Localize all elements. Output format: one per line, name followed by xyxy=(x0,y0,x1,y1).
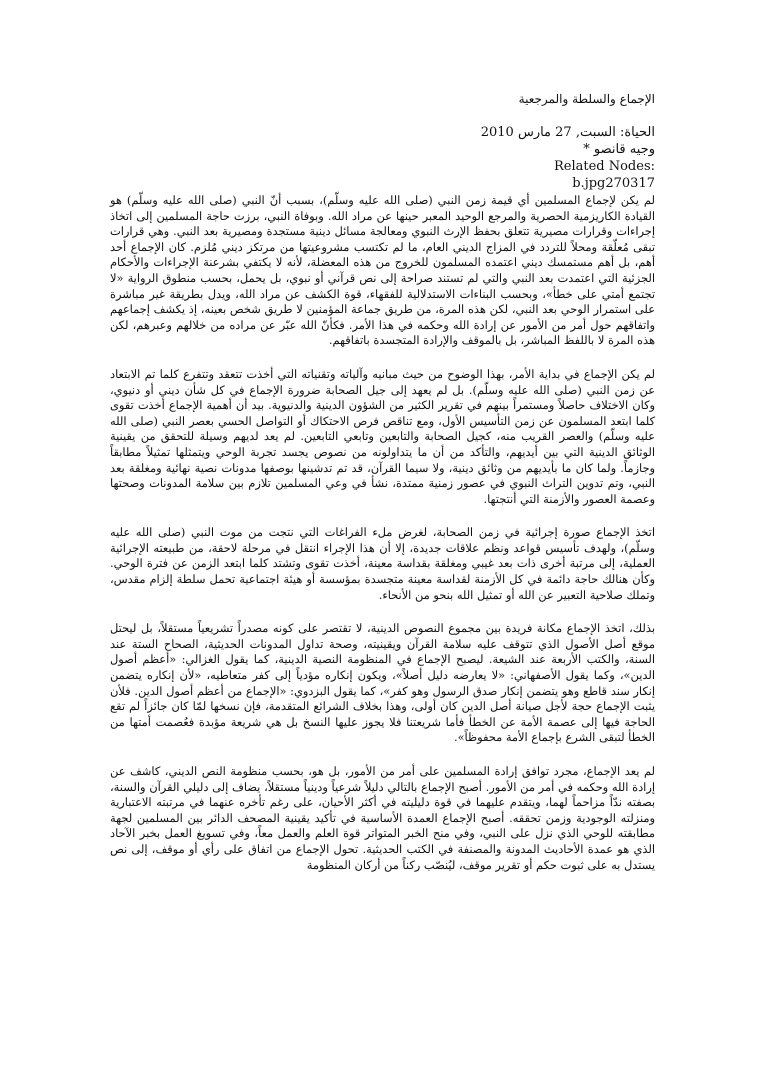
paragraph-4: بذلك، اتخذ الإجماع مكانة فريدة بين مجموع النصوص الدينية، لا تقتصر على كونه مصدراً تشريعياً مستقلاً، بل ليحتل موقع أصل الأصول الذي تتوقف عليه سلامة القرآن ويقينيته، وصحة تداول المدونات الحديثية، الصحاح الستة عند السنة، والكتب الأربعة عند الشيعة. ليصبح الإجماع في المنظومة النصية الدينية، كما يقول الغزالي: «أعظم أصول الدين»، وكما يقول الأصفهاني: «لا يعارضه دليل أصلاً»، ويكون إنكاره مؤدياً إلى كفر متعاطيه، «لأن إنكاره يتضمن إنكار سند قاطع وهو يتضمن إنكار صدق الرسول وهو كفر»، كما يقول البزدوي: «الإجماع من أعظم أصول الدين. فلأن يثبت الإجماع حجة لأجل صيانة أصل الدين كان أولى، وهذا بخلاف الشرائع المتقدمة، فإن نسخها لمّا كان جائزاً لم تقع الحاجة فيها إلى عصمة الأمة عن الخطأ فأما شريعتنا فلا يجوز عليها النسخ بل هي شريعة مؤبدة فعُصمت أمتها من الخطأ لتبقى الشرع بإجماع الأمة محفوظاً». xyxy=(110,621,655,745)
source-date-line: الحياة: السبت, 27 مارس 2010 xyxy=(480,125,655,140)
paragraph-2: لم يكن الإجماع في بداية الأمر، بهذا الوضوح من حيث مبانيه وآلياته وتقنياته التي أخذت تتعقد وتتفرع كلما تم الابتعاد عن زمن النبي (صلى الله عليه وسلّم). بل لم يعهد إلى جيل الصحابة ضرورة الإجماع في كل شأن ديني أو دنيوي، وكان الاختلاف حاصلاً ومستمراً بينهم في تقرير الكثير من الشؤون الدينية والدنيوية. بيد أن أهمية الإجماع أخذت تقوى كلما ابتعد المسلمون عن زمن التأسيس الأول، ومع تناقص فرص الاحتكاك أو التواصل الحسي بعصر النبي (صلى الله عليه وسلّم) والعصر القريب منه، كجيل الصحابة والتابعين وتابعي التابعين. لم يعد لديهم وسيلة للتحقق من يقينية الوثائق الدينية التي بين أيديهم، والتأكد من أن ما يتداولونه من نصوص يجسد تجربة الوحي ويتمثلها تمثيلاً مطابقاً وجازماً. ولما كان ما بأيديهم من وثائق دينية، ولا سيما القرآن، قد تم تدشينها بوصفها مدونات نصية نهائية ومغلقة بعد النبي، وتم تدوين التراث النبوي في عصور زمنية ممتدة، نشأ في وعي المسلمين تلازم بين سلامة المدونات وصحتها وعصمة العصور والأزمنة التي أنتجتها. xyxy=(110,366,655,506)
paragraph-3: اتخذ الإجماع صورة إجرائية في زمن الصحابة، لغرض ملء الفراغات التي نتجت من موت النبي (صلى الله عليه وسلّم)، ولهدف تأسيس قواعد ونظم علاقات جديدة، إلا أن هذا الإجراء انتقل في مرحلة لاحقة، من طبيعته الإجرائية العملية، إلى مرتبة أخرى ذات بعد غيبي ومغلقة بقداسة معينة، أخذت تقوى وتشتد كلما ابتعد الزمن عن فترة الوحي. وكأن هنالك حاجة دائمة في كل الأزمنة لقداسة معينة متجسدة بمؤسسة أو هيئة اجتماعية تحمل سلطة إلزام مقدس، وتملك صلاحية التعبير عن الله أو تمثيل الله بنحو من الأنحاء. xyxy=(110,525,655,602)
paragraph-1: لم يكن لإجماع المسلمين أي قيمة زمن النبي (صلى الله عليه وسلّم)، بسبب أنّ النبي (صلى الله عليه وسلّم) هو القيادة الكاريزمية الحصرية والمرجع الوحيد المعبر حينها عن مراد الله. وبوفاة النبي، برزت حاجة المسلمين إلى اتخاذ إجراءات وقرارات مصيرية تتعلق بحفظ الإرث النبوي ومعالجة مسائل دينية مستجدة ومصيرية بعد النبي. وهي قرارات تبقى مُعلّقة ومحلاً للتردد في المزاج الديني العام، ما لم تكتسب مشروعيتها من مرتكز ديني مُلزم. كان الإجماع أحد أهم، بل أهم مستمسك ديني اعتمده المسلمون للخروج من هذه المعضلة، لأنه لا يكتفي بشرعنة الإجراءات والأحكام الجزئية التي اعتمدت بعد النبي والتي لم تستند صراحة إلى نص قرآني أو نبوي، بل يحمل، بحسب منطوق الرواية «لا تجتمع أمتي على خطأ»، وبحسب البناءات الاستدلالية للفقهاء، قوة الكشف عن مراد الله، ويدل بطريقة غير مباشرة على استمرار الوحي بعد النبي، لكن هذه المرة، من طريق جماعة المؤمنين لا طريق شخص بعينه، إذ يكشف إجماعهم واتفاقهم حول أمر من الأمور عن إرادة الله وحكمه في هذا الأمر. فكأنّ الله عبّر عن مراده من خلالهم وعبرهم، لكن هذه المرة لا باللفظ المباشر، بل بالموقف والإرادة المتجسدة باتفاقهم. xyxy=(110,193,655,348)
author-line: وجيه قانصو * xyxy=(583,142,655,157)
paragraph-5: لم يعد الإجماع، مجرد توافق إرادة المسلمين على أمر من الأمور، بل هو، بحسب منظومة النص الديني، كاشف عن إرادة الله وحكمه في أمر من الأمور. أصبح الإجماع بالتالي دليلاً شرعياً ودينياً مستقلاً، يضاف إلى دليلي القرآن والسنة، بصفته ندّاً مزاحماً لهما، ويتقدم عليهما في قوة دليليته في أكثر الأحيان، على رغم تأخره عنهما في مرتبته الاعتبارية ومنزلته الوجودية وزمن تحققه. أصبح الإجماع العمدة الأساسية في تأكيد يقينية المصحف الدائر بين المسلمين لجهة مطابقته للوحي الذي نزل على النبي، وفي منح الخبر المتواتر قوة العلم والعمل معاً، وفي تسويغ العمل بخبر الآحاد الذي هو عمدة الأحاديث المدونة والمصنفة في الكتب الحديثية. تحول الإجماع من اتفاق على رأي أو موقف، إلى نص يستدل به على ثبوت حكم أو تقرير موقف، ليُنصّب ركناً من أركان المنظومة xyxy=(110,764,655,872)
image-filename: b.jpg270317 xyxy=(572,176,655,191)
article-title: الإجماع والسلطة والمرجعية xyxy=(518,92,655,106)
article xyxy=(110,92,655,891)
related-nodes-label: Related Nodes: xyxy=(553,159,655,174)
